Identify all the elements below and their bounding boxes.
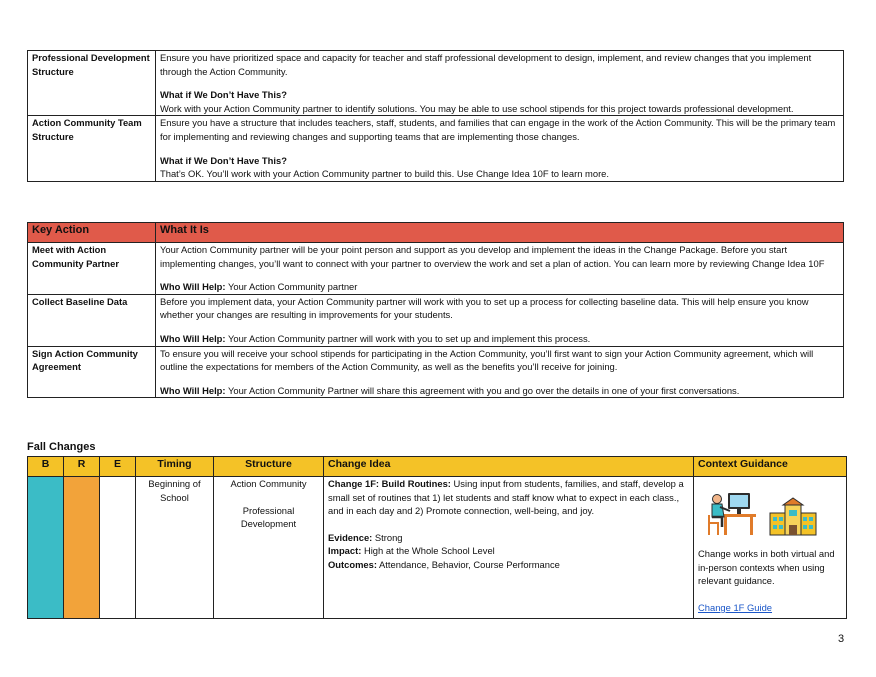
outcomes-label: Outcomes: [328,558,377,570]
row-text: Your Action Community partner will be your point person and support as you develop and implement the ideas in the Change Package. Before you start implementing changes, you’ll want to connect with your partner to overview the work and set a plan of action. You can learn more by reviewing Change Idea 10F [160,244,825,269]
row-text: To ensure you will receive your school stipends for participating in the Action Community, you’ll first want to sign your Action Community agreement, which will outline the expectations for members of the Action Community, as well as the benefits you’ll receive for joining. [160,347,814,373]
row-content [156,243,844,295]
row-text: Before you implement data, your Action Community partner will work with you to set up a process for collecting baseline data. This will help ensure you know whether your changes are resulting in improvements for your students. [160,295,809,321]
help-text: Your Action Community partner will work with you to set up and implement this process. [225,332,591,344]
table-row [28,294,844,346]
row-label: Collect Baseline Data [28,294,156,346]
context-text: Change works in both virtual and in-person contexts when using relevant guidance. [698,548,835,587]
row-label: Action Community Team Structure [28,116,156,181]
key-action-table [27,222,844,398]
context-icons [698,483,842,537]
table-row [28,346,844,398]
evidence-value: Strong [372,531,403,543]
help-label: Who Will Help: [160,281,226,293]
row-text: Ensure you have a structure that includes teachers, staff, students, and families that can engage in the work of the Action Community. This will be the primary team for implementing and reviewing changes and supporting teams that are implementing those changes. [160,117,836,142]
change-idea-text: Using input from students, families, and staff, develop a small set of routines that 1) let students and staff know what to expect in each class., and in each day and 2) Promote connection, well-being, and joy. [328,478,684,517]
change-idea-title: Change 1F: Build Routines: [328,478,451,489]
header-what-it-is: What It Is [156,223,844,243]
outcomes-value: Attendance, Behavior, Course Performance [376,558,560,570]
b-cell [28,477,64,619]
help-label: Who Will Help: [160,332,226,344]
row-content [156,346,844,398]
header-key-action: Key Action [28,223,156,243]
table-row [28,51,844,116]
timing-cell: Beginning of School [136,477,214,619]
impact-label: Impact: [328,545,362,557]
header-structure: Structure [214,457,324,477]
e-cell [100,477,136,619]
header-timing: Timing [136,457,214,477]
section-title: Fall Changes [27,441,96,453]
row-content [156,294,844,346]
evidence-line [328,531,689,545]
evidence-label: Evidence: [328,531,373,543]
table-row [28,243,844,295]
structure-item: Professional Development [240,504,297,530]
question-heading: What if We Don’t Have This? [160,154,287,166]
change-idea-description [328,477,689,518]
answer-text: That’s OK. You’ll work with your Action Community partner to build this. Use Change Idea 10F to learn more. [160,168,610,180]
r-cell [64,477,100,619]
impact-value: High at the Whole School Level [361,545,495,557]
structure-table [27,50,844,182]
context-guidance-cell [694,477,847,619]
header-e: E [100,457,136,477]
row-label: Sign Action Community Agreement [28,346,156,398]
row-content [156,116,844,181]
row-text: Ensure you have prioritized space and capacity for teacher and staff professional development to design, implement, and review changes that you implement through the Action Community. [160,52,812,77]
page-number: 3 [838,633,845,645]
table-header-row [28,223,844,243]
structure-item: Action Community [230,478,307,489]
fall-changes-table [27,456,847,619]
help-label: Who Will Help: [160,384,226,396]
row-label: Meet with Action Community Partner [28,243,156,295]
header-context-guidance: Context Guidance [694,457,847,477]
school-building-icon [768,497,818,537]
answer-text: Work with your Action Community partner to identify solutions. You may be able to use school stipends for this project towards professional development. [160,102,794,114]
who-will-help [160,280,839,294]
header-b: B [28,457,64,477]
who-will-help [160,384,839,398]
question-heading: What if We Don’t Have This? [160,89,287,101]
header-change-idea: Change Idea [324,457,694,477]
help-text: Your Action Community partner [225,281,358,293]
header-r: R [64,457,100,477]
row-label: Professional Development Structure [28,51,156,116]
change-idea-cell [324,477,694,619]
structure-cell [214,477,324,619]
impact-line [328,544,689,558]
person-at-computer-icon [706,487,758,537]
help-text: Your Action Community Partner will share this agreement with you and go over the details in one of your first conversations. [225,384,740,396]
change-guide-link[interactable]: Change 1F Guide [698,601,773,613]
table-row [28,116,844,181]
table-header-row [28,457,847,477]
row-content [156,51,844,116]
who-will-help [160,332,839,346]
outcomes-line [328,558,689,572]
table-row [28,477,847,619]
